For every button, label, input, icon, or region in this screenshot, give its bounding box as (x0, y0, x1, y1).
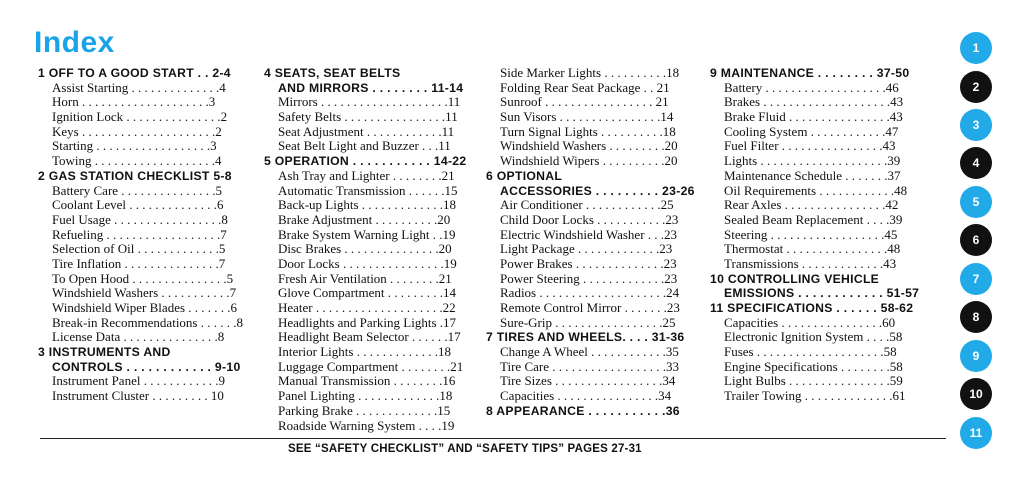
index-entry[interactable]: Side Marker Lights . . . . . . . . . .18 (500, 66, 680, 80)
section-heading-4[interactable]: 4 SEATS, SEAT BELTS (264, 66, 401, 80)
index-entry[interactable]: Keys . . . . . . . . . . . . . . . . . . . . .2 (52, 124, 222, 139)
index-entry[interactable]: Capacities . . . . . . . . . . . . . . . .34 (500, 389, 672, 404)
index-entry[interactable]: Roadside Warning System . . . .19 (278, 418, 455, 433)
index-entry[interactable]: Capacities . . . . . . . . . . . . . . . .60 (724, 315, 896, 330)
index-entry[interactable]: Manual Transmission . . . . . . . .16 (278, 374, 456, 389)
index-entry[interactable]: Brake Adjustment . . . . . . . . . .20 (278, 212, 451, 227)
index-column-1 (38, 66, 250, 404)
section-heading-10-cont[interactable]: EMISSIONS . . . . . . . . . . . . 51-57 (724, 286, 920, 301)
index-entry[interactable]: Lights . . . . . . . . . . . . . . . . . . . .39 (724, 154, 901, 169)
index-entry[interactable]: Headlights and Parking Lights .17 (278, 315, 457, 330)
index-entry[interactable]: To Open Hood . . . . . . . . . . . . . . .5 (52, 271, 234, 286)
index-column-4 (710, 66, 930, 404)
index-entry[interactable]: Brake System Warning Light . .19 (278, 227, 456, 242)
section-heading-4-cont[interactable]: AND MIRRORS . . . . . . . . 11-14 (278, 80, 464, 95)
index-entry[interactable]: Brakes . . . . . . . . . . . . . . . . . . . .43 (724, 95, 904, 110)
index-entry[interactable]: Light Bulbs . . . . . . . . . . . . . . . .59 (724, 374, 903, 389)
index-entry[interactable]: Break-in Recommendations . . . . . .8 (52, 315, 243, 330)
index-entry[interactable]: Sure-Grip . . . . . . . . . . . . . . . . .25 (500, 315, 676, 330)
section-tab-3[interactable]: 3 (960, 109, 992, 141)
section-tab-1[interactable]: 1 (960, 32, 992, 64)
section-tab-9[interactable]: 9 (960, 340, 992, 372)
footer-note: SEE “SAFETY CHECKLIST” AND “SAFETY TIPS” PAGES 27-31 (288, 443, 642, 455)
index-entry[interactable]: Radios . . . . . . . . . . . . . . . . . . . .24 (500, 286, 680, 301)
index-entry[interactable]: Luggage Compartment . . . . . . . .21 (278, 359, 464, 374)
index-column-2 (264, 66, 482, 433)
page-title: Index (34, 26, 115, 59)
section-heading-3[interactable]: 3 INSTRUMENTS AND (38, 345, 171, 360)
index-entry[interactable]: Remote Control Mirror . . . . . . .23 (500, 301, 680, 315)
index-entry[interactable]: Turn Signal Lights . . . . . . . . . .18 (500, 124, 676, 139)
index-entry[interactable]: Glove Compartment . . . . . . . . .14 (278, 286, 457, 301)
index-entry[interactable]: Ignition Lock . . . . . . . . . . . . . . .2 (52, 110, 228, 125)
index-entry[interactable]: Mirrors . . . . . . . . . . . . . . . . . . . .11 (278, 95, 461, 110)
section-heading-5[interactable]: 5 OPERATION . . . . . . . . . . . 14-22 (264, 154, 467, 169)
index-entry[interactable]: Light Package . . . . . . . . . . . . .23 (500, 242, 673, 257)
index-entry[interactable]: Fresh Air Ventilation . . . . . . . .21 (278, 271, 452, 286)
section-heading-9[interactable]: 9 MAINTENANCE . . . . . . . . 37-50 (710, 66, 910, 80)
index-entry[interactable]: Rear Axles . . . . . . . . . . . . . . . .42 (724, 198, 899, 213)
index-entry[interactable]: Instrument Cluster . . . . . . . . . 10 (52, 389, 224, 404)
index-entry[interactable]: License Data . . . . . . . . . . . . . . .8 (52, 330, 225, 345)
index-entry[interactable]: Sunroof . . . . . . . . . . . . . . . . . 21 (500, 95, 669, 110)
index-entry[interactable]: Fuel Filter . . . . . . . . . . . . . . . .43 (724, 139, 896, 154)
index-entry[interactable]: Change A Wheel . . . . . . . . . . . .35 (500, 345, 679, 360)
section-heading-10[interactable]: 10 CONTROLLING VEHICLE (710, 271, 880, 286)
index-entry[interactable]: Sealed Beam Replacement . . . .39 (724, 212, 903, 227)
index-entry[interactable]: Transmissions . . . . . . . . . . . . .43 (724, 256, 897, 271)
section-tab-2[interactable]: 2 (960, 71, 992, 103)
section-heading-1[interactable]: 1 OFF TO A GOOD START . . 2-4 (38, 66, 231, 80)
index-entry[interactable]: Air Conditioner . . . . . . . . . . . .25 (500, 198, 674, 213)
index-entry[interactable]: Parking Brake . . . . . . . . . . . . .15 (278, 403, 451, 418)
section-heading-7[interactable]: 7 TIRES AND WHEELS. . . . 31-36 (486, 330, 685, 345)
index-entry[interactable]: Battery . . . . . . . . . . . . . . . . . . .46 (724, 80, 899, 95)
index-column-3 (486, 66, 700, 419)
index-entry[interactable]: Seat Belt Light and Buzzer . . .11 (278, 139, 451, 154)
section-heading-8[interactable]: 8 APPEARANCE . . . . . . . . . . .36 (486, 403, 680, 418)
index-entry[interactable]: Windshield Wipers . . . . . . . . . .20 (500, 154, 678, 169)
index-entry[interactable]: Heater . . . . . . . . . . . . . . . . . . . .22 (278, 301, 456, 315)
section-heading-6-cont[interactable]: ACCESSORIES . . . . . . . . . 23-26 (500, 183, 695, 198)
section-tab-4[interactable]: 4 (960, 147, 992, 179)
section-tab-5[interactable]: 5 (960, 186, 992, 218)
index-entry[interactable]: Door Locks . . . . . . . . . . . . . . . .19 (278, 256, 457, 271)
index-entry[interactable]: Assist Starting . . . . . . . . . . . . . .4 (52, 80, 226, 95)
index-entry[interactable]: Child Door Locks . . . . . . . . . . .23 (500, 212, 679, 227)
index-entry[interactable]: Headlight Beam Selector . . . . . .17 (278, 330, 461, 345)
index-entry[interactable]: Steering . . . . . . . . . . . . . . . . . .45 (724, 227, 898, 242)
index-entry[interactable]: Electronic Ignition System . . . .58 (724, 330, 903, 345)
index-entry[interactable]: Refueling . . . . . . . . . . . . . . . . . .7 (52, 227, 227, 242)
index-entry[interactable]: Safety Belts . . . . . . . . . . . . . . . .11 (278, 110, 458, 125)
index-entry[interactable]: Trailer Towing . . . . . . . . . . . . . .61 (724, 389, 906, 404)
index-entry[interactable]: Horn . . . . . . . . . . . . . . . . . . . .3 (52, 95, 216, 110)
section-tab-7[interactable]: 7 (960, 263, 992, 295)
index-entry[interactable]: Ash Tray and Lighter . . . . . . . .21 (278, 168, 455, 183)
section-heading-11[interactable]: 11 SPECIFICATIONS . . . . . . 58-62 (710, 301, 914, 315)
index-entry[interactable]: Power Brakes . . . . . . . . . . . . . .23 (500, 256, 677, 271)
index-entry[interactable]: Towing . . . . . . . . . . . . . . . . . . .4 (52, 154, 222, 169)
index-entry[interactable]: Disc Brakes . . . . . . . . . . . . . . .20 (278, 242, 452, 257)
index-entry[interactable]: Fuel Usage . . . . . . . . . . . . . . . . .8 (52, 212, 228, 227)
index-entry[interactable]: Power Steering . . . . . . . . . . . . .23 (500, 271, 678, 286)
index-entry[interactable]: Starting . . . . . . . . . . . . . . . . . .3 (52, 139, 217, 154)
index-entry[interactable]: Instrument Panel . . . . . . . . . . . .9 (52, 374, 225, 389)
index-entry[interactable]: Tire Sizes . . . . . . . . . . . . . . . . .34 (500, 374, 676, 389)
index-entry[interactable]: Oil Requirements . . . . . . . . . . . .48 (724, 183, 908, 198)
index-entry[interactable]: Cooling System . . . . . . . . . . . .47 (724, 124, 899, 139)
index-entry[interactable]: Engine Specifications . . . . . . . .58 (724, 359, 903, 374)
index-entry[interactable]: Windshield Washers . . . . . . . . . . .7 (52, 286, 237, 301)
section-tab-6[interactable]: 6 (960, 224, 992, 256)
index-entry[interactable]: Windshield Washers . . . . . . . . .20 (500, 139, 678, 154)
section-tab-10[interactable]: 10 (960, 378, 992, 410)
index-entry[interactable]: Windshield Wiper Blades . . . . . . .6 (52, 301, 238, 315)
section-heading-6[interactable]: 6 OPTIONAL (486, 168, 563, 183)
index-entry[interactable]: Seat Adjustment . . . . . . . . . . . .11 (278, 124, 455, 139)
index-entry[interactable]: Coolant Level . . . . . . . . . . . . . .6 (52, 198, 224, 213)
index-entry[interactable]: Sun Visors . . . . . . . . . . . . . . . .14 (500, 110, 674, 125)
index-entry[interactable]: Maintenance Schedule . . . . . . .37 (724, 168, 901, 183)
section-tab-11[interactable]: 11 (960, 417, 992, 449)
index-entry[interactable]: Interior Lights . . . . . . . . . . . . .18 (278, 345, 451, 360)
index-entry[interactable]: Thermostat . . . . . . . . . . . . . . . .48 (724, 242, 901, 257)
index-entry[interactable]: Folding Rear Seat Package . . 21 (500, 80, 670, 95)
index-entry[interactable]: Electric Windshield Washer . . .23 (500, 227, 678, 242)
index-entry[interactable]: Panel Lighting . . . . . . . . . . . . .18 (278, 389, 453, 404)
index-entry[interactable]: Automatic Transmission . . . . . .15 (278, 183, 458, 198)
index-entry[interactable]: Tire Inflation . . . . . . . . . . . . . . .7 (52, 256, 226, 271)
index-entry[interactable]: Selection of Oil . . . . . . . . . . . . .5 (52, 242, 226, 257)
index-entry[interactable]: Battery Care . . . . . . . . . . . . . . .5 (52, 183, 223, 198)
section-heading-2[interactable]: 2 GAS STATION CHECKLIST 5-8 (38, 168, 232, 183)
section-tab-8[interactable]: 8 (960, 301, 992, 333)
index-entry[interactable]: Tire Care . . . . . . . . . . . . . . . . . .33 (500, 359, 679, 374)
index-entry[interactable]: Brake Fluid . . . . . . . . . . . . . . . .43 (724, 110, 903, 125)
footer-divider (40, 438, 946, 439)
index-entry[interactable]: Back-up Lights . . . . . . . . . . . . .18 (278, 198, 457, 213)
index-entry[interactable]: Fuses . . . . . . . . . . . . . . . . . . . .58 (724, 345, 897, 360)
section-heading-3-cont[interactable]: CONTROLS . . . . . . . . . . . . 9-10 (52, 359, 241, 374)
